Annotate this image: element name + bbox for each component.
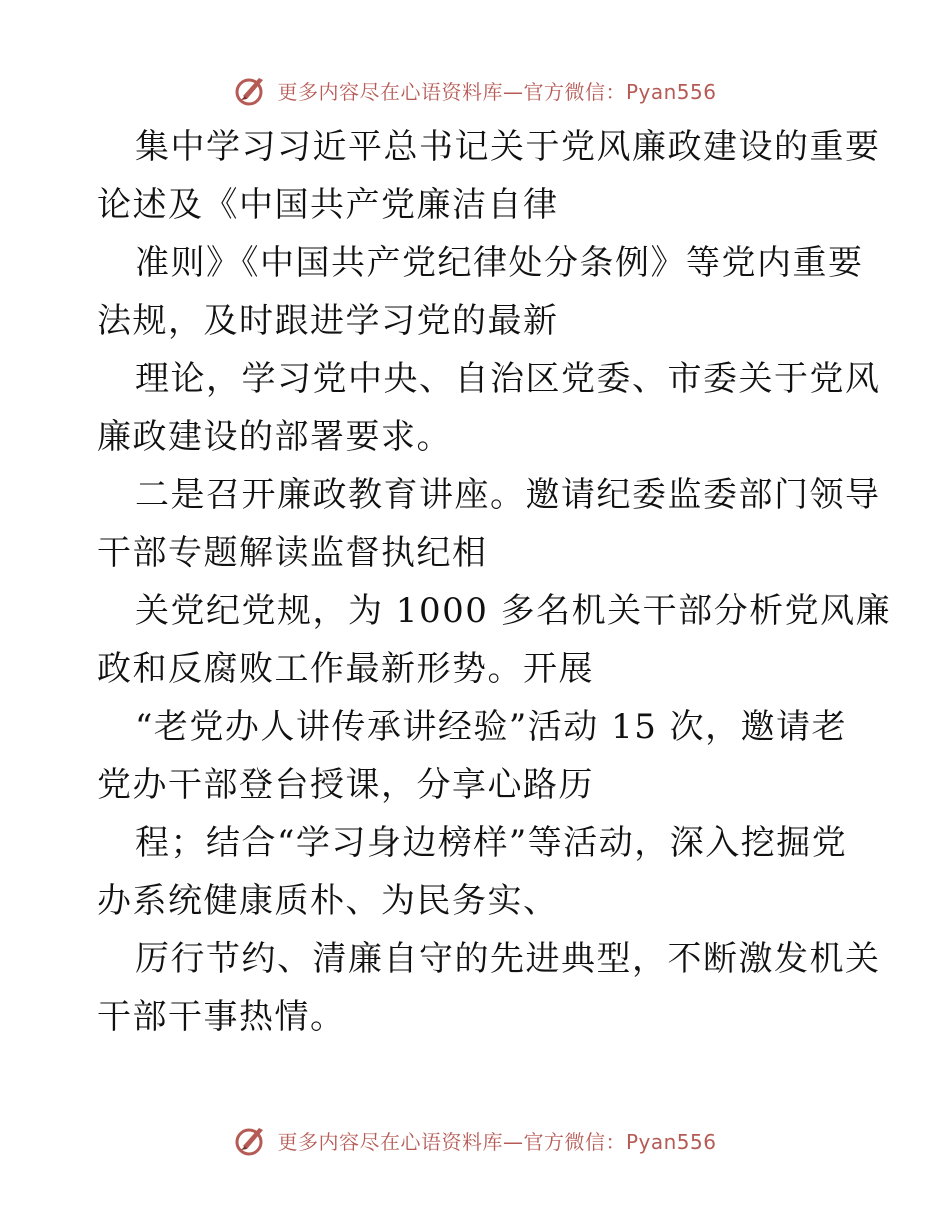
quill-pen-logo-icon xyxy=(233,1122,269,1158)
paragraph-7 xyxy=(97,814,857,930)
header-banner xyxy=(0,70,950,110)
paragraph-line: 理论，学习党中央、自治区党委、市委关于党风 xyxy=(135,359,881,399)
footer-banner xyxy=(0,1120,950,1160)
document-body xyxy=(97,118,892,1046)
paragraph-line: “老党办人讲传承讲经验”活动 15 次，邀请老 xyxy=(135,707,848,747)
paragraph-5 xyxy=(97,582,892,698)
paragraph-2 xyxy=(97,234,864,350)
header-banner-text: 更多内容尽在心语资料库—官方微信：Pyan556 xyxy=(277,79,717,104)
paragraph-line: 关党纪党规，为 1000 多名机关干部分析党风廉 xyxy=(135,591,892,631)
paragraph-line: 厉行节约、清廉自守的先进典型，不断激发机关 xyxy=(135,939,881,979)
footer-banner-text: 更多内容尽在心语资料库—官方微信：Pyan556 xyxy=(277,1129,717,1154)
paragraph-line: 二是召开廉政教育讲座。邀请纪委监委部门领导 xyxy=(135,475,881,515)
paragraph-line: 廉政建设的部署要求。 xyxy=(97,417,452,457)
paragraph-line: 法规，及时跟进学习党的最新 xyxy=(97,301,559,341)
paragraph-1 xyxy=(97,118,881,234)
paragraph-6 xyxy=(97,698,857,814)
paragraph-line: 准则》《中国共产党纪律处分条例》等党内重要 xyxy=(135,243,864,283)
paragraph-8 xyxy=(97,930,881,1046)
paragraph-line: 集中学习习近平总书记关于党风廉政建设的重要 xyxy=(135,127,881,167)
paragraph-line: 办系统健康质朴、为民务实、 xyxy=(97,881,559,921)
paragraph-line: 论述及《中国共产党廉洁自律 xyxy=(97,185,559,225)
paragraph-line: 干部专题解读监督执纪相 xyxy=(97,533,488,573)
paragraph-line: 政和反腐败工作最新形势。开展 xyxy=(97,649,594,689)
quill-pen-logo-icon xyxy=(233,72,269,108)
paragraph-line: 程；结合“学习身边榜样”等活动，深入挖掘党 xyxy=(135,823,848,863)
paragraph-line: 党办干部登台授课，分享心路历 xyxy=(97,765,594,805)
paragraph-3 xyxy=(97,350,881,466)
paragraph-line: 干部干事热情。 xyxy=(97,997,346,1037)
paragraph-4 xyxy=(97,466,881,582)
